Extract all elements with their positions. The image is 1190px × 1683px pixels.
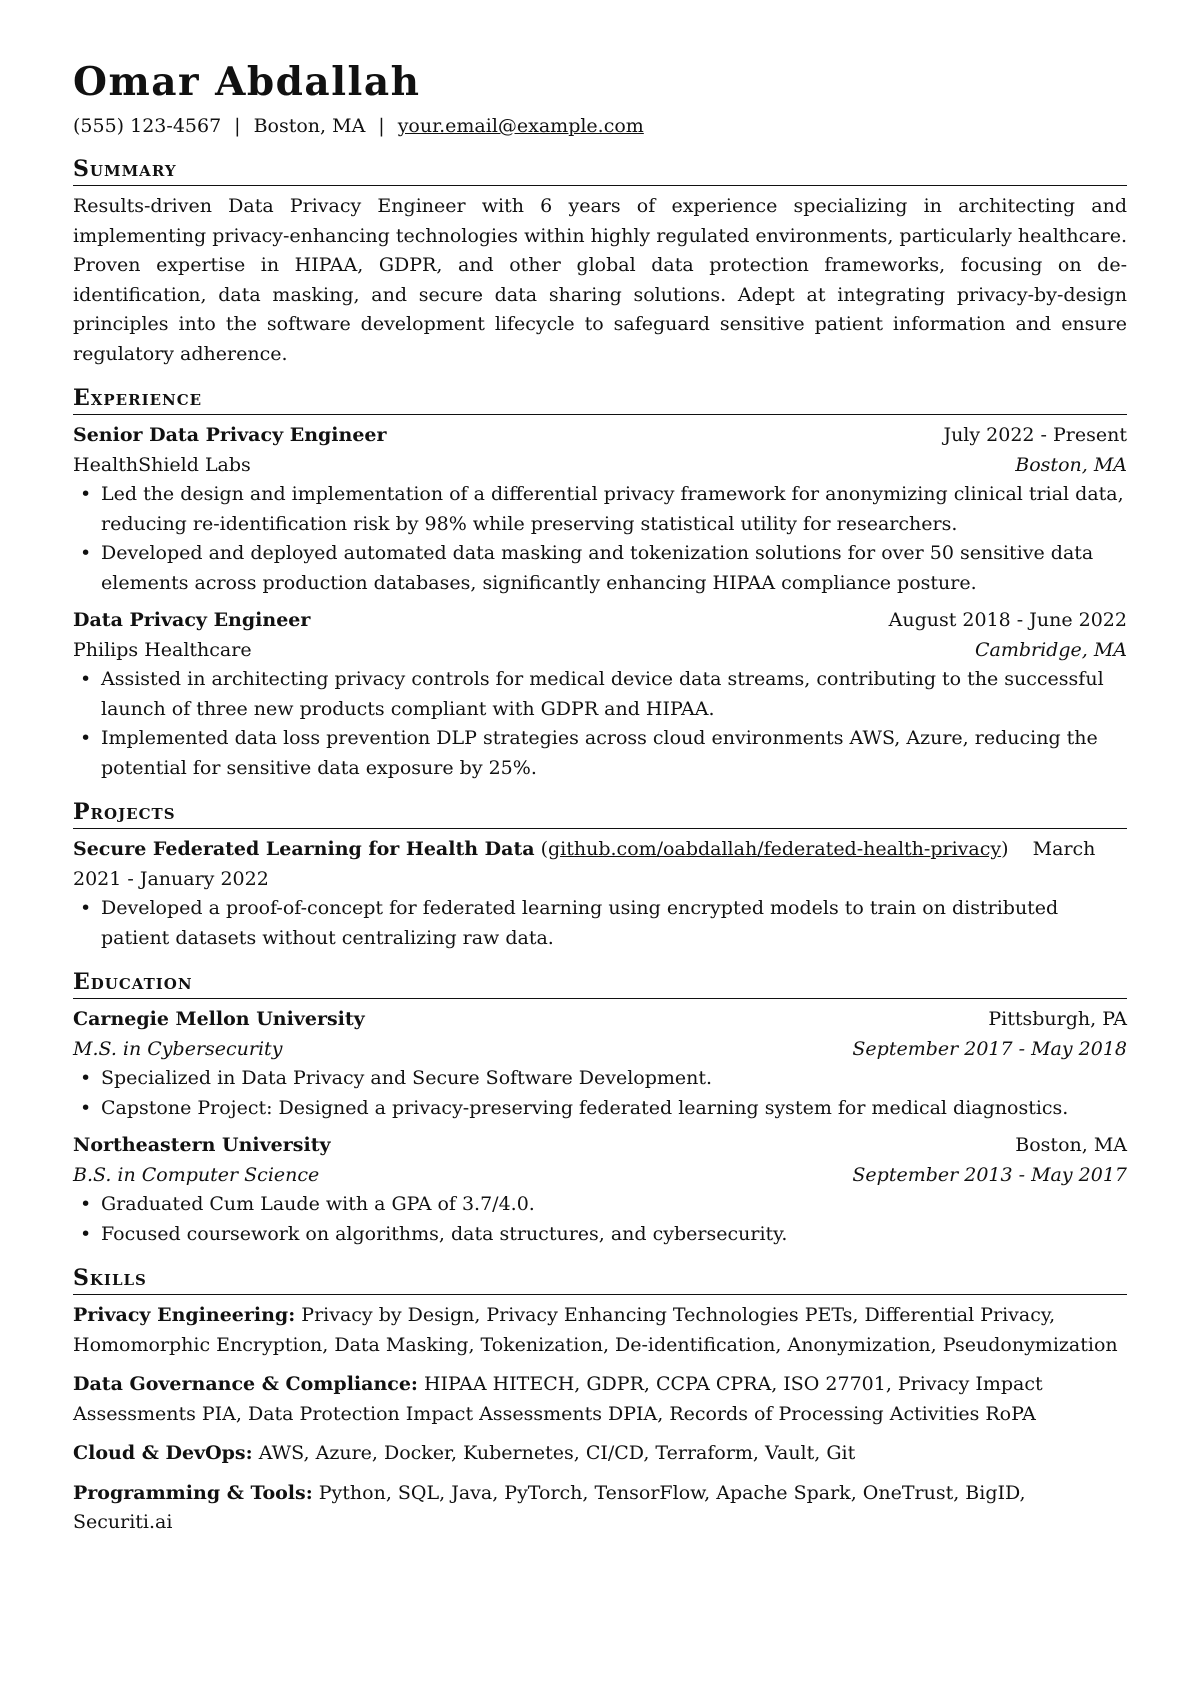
bullet-item: • Assisted in architecting privacy controls for medical device data streams, contributing to the successful launch of three new products compliant with GDPR and HIPAA.: [73, 665, 1127, 724]
project-dates: March 2021 - January 2022: [73, 838, 1096, 890]
bullet-item: • Capstone Project: Designed a privacy-preserving federated learning system for medical diagnostics.: [73, 1094, 1127, 1124]
project-header: Secure Federated Learning for Health Data (github.com/oabdallah/federated-health-privacy) March 2021 - January 2022: [73, 838, 1096, 890]
education-dates: September 2017 - May 2018: [852, 1037, 1127, 1060]
project-link[interactable]: github.com/oabdallah/federated-health-privacy: [548, 838, 1002, 860]
project-title: Secure Federated Learning for Health Data: [73, 838, 535, 860]
contact-email-link[interactable]: your.email@example.com: [397, 115, 644, 137]
summary-section: [73, 154, 1127, 369]
job-dates: August 2018 - June 2022: [888, 609, 1127, 631]
project-bullets: [73, 894, 1127, 953]
contact-separator: |: [234, 115, 241, 137]
projects-heading: Projects: [73, 797, 1127, 829]
experience-section: [73, 383, 1127, 783]
education-dates: September 2013 - May 2017: [852, 1163, 1127, 1186]
contact-phone: (555) 123-4567: [73, 115, 222, 137]
skill-label: Data Governance & Compliance:: [73, 1373, 418, 1395]
company-name: Philips Healthcare: [73, 638, 252, 661]
skill-values: Python, SQL, Java, PyTorch, TensorFlow, Apache Spark, OneTrust, BigID, Securiti.ai: [73, 1481, 1026, 1533]
resume-page: [73, 58, 1127, 1538]
job-bullets: [73, 480, 1127, 598]
contact-line: [73, 112, 1127, 140]
bullet-item: • Focused coursework on algorithms, data structures, and cybersecurity.: [73, 1220, 1127, 1250]
degree: B.S. in Computer Science: [73, 1163, 320, 1186]
contact-location: Boston, MA: [253, 115, 366, 137]
summary-text: Results-driven Data Privacy Engineer with 6 years of experience specializing in architecting and implementing privacy-enhancing technologies within highly regulated environments, particularly healthcare. Proven expertise in HIPAA, GDPR, and other global data protection frameworks, focusing on de-identification, data masking, and secure data sharing solutions. Adept at integrating privacy-by-design principles into the software development lifecycle to safeguard sensitive patient information and ensure regulatory adherence.: [73, 195, 1128, 365]
education-entry: [73, 1131, 1127, 1249]
skill-group: [73, 1370, 1127, 1429]
job-bullets: [73, 665, 1127, 783]
bullet-item: • Graduated Cum Laude with a GPA of 3.7/4.0.: [73, 1190, 1127, 1220]
job-dates: July 2022 - Present: [943, 424, 1127, 446]
school-name: Northeastern University: [73, 1134, 331, 1156]
bullet-item: • Implemented data loss prevention DLP strategies across cloud environments AWS, Azure, reducing the potential for sensitive data exposure by 25%.: [73, 724, 1127, 783]
degree: M.S. in Cybersecurity: [73, 1037, 283, 1060]
school-name: Carnegie Mellon University: [73, 1008, 365, 1030]
experience-heading: Experience: [73, 383, 1127, 415]
education-bullets: [73, 1190, 1127, 1249]
bullet-item: • Led the design and implementation of a differential privacy framework for anonymizing clinical trial data, reducing re-identification risk by 98% while preserving statistical utility for researchers.: [73, 480, 1127, 539]
job-title: Senior Data Privacy Engineer: [73, 424, 387, 446]
skill-values: Privacy by Design, Privacy Enhancing Technologies PETs, Differential Privacy, Homomorphic Encryption, Data Masking, Tokenization, De-identification, Anonymization, Pseudonymization: [73, 1304, 1118, 1356]
job-location: Boston, MA: [1015, 453, 1127, 476]
skill-values: AWS, Azure, Docker, Kubernetes, CI/CD, Terraform, Vault, Git: [258, 1442, 856, 1464]
skill-label: Programming & Tools:: [73, 1481, 313, 1504]
candidate-name: Omar Abdallah: [73, 59, 421, 105]
education-section: [73, 967, 1127, 1249]
education-entry: [73, 1005, 1127, 1123]
skills-section: [73, 1263, 1127, 1538]
contact-separator: |: [378, 115, 385, 137]
education-bullets: [73, 1064, 1127, 1123]
skills-heading: Skills: [73, 1263, 1127, 1295]
job-title: Data Privacy Engineer: [73, 609, 311, 631]
skill-values: HIPAA HITECH, GDPR, CCPA CPRA, ISO 27701, Privacy Impact Assessments PIA, Data Protection Impact Assessments DPIA, Records of Processing Activities RoPA: [73, 1373, 1043, 1425]
skill-group: [73, 1301, 1127, 1360]
skill-label: Cloud & DevOps:: [73, 1442, 253, 1464]
bullet-item: • Specialized in Data Privacy and Secure Software Development.: [73, 1064, 1127, 1094]
summary-heading: Summary: [73, 154, 1127, 186]
school-location: Boston, MA: [1015, 1134, 1127, 1156]
skill-group: [73, 1439, 1127, 1469]
projects-section: [73, 797, 1127, 953]
skill-group: [73, 1479, 1127, 1538]
bullet-item: • Developed a proof-of-concept for federated learning using encrypted models to train on distributed patient datasets without centralizing raw data.: [73, 894, 1127, 953]
experience-entry: [73, 421, 1127, 598]
project-entry: [73, 835, 1127, 953]
education-heading: Education: [73, 967, 1127, 999]
company-name: HealthShield Labs: [73, 453, 251, 476]
bullet-item: • Developed and deployed automated data masking and tokenization solutions for over 50 sensitive data elements across production databases, significantly enhancing HIPAA compliance posture.: [73, 539, 1127, 598]
experience-entry: [73, 606, 1127, 783]
skill-label: Privacy Engineering:: [73, 1304, 296, 1326]
job-location: Cambridge, MA: [974, 638, 1127, 661]
school-location: Pittsburgh, PA: [988, 1008, 1127, 1030]
